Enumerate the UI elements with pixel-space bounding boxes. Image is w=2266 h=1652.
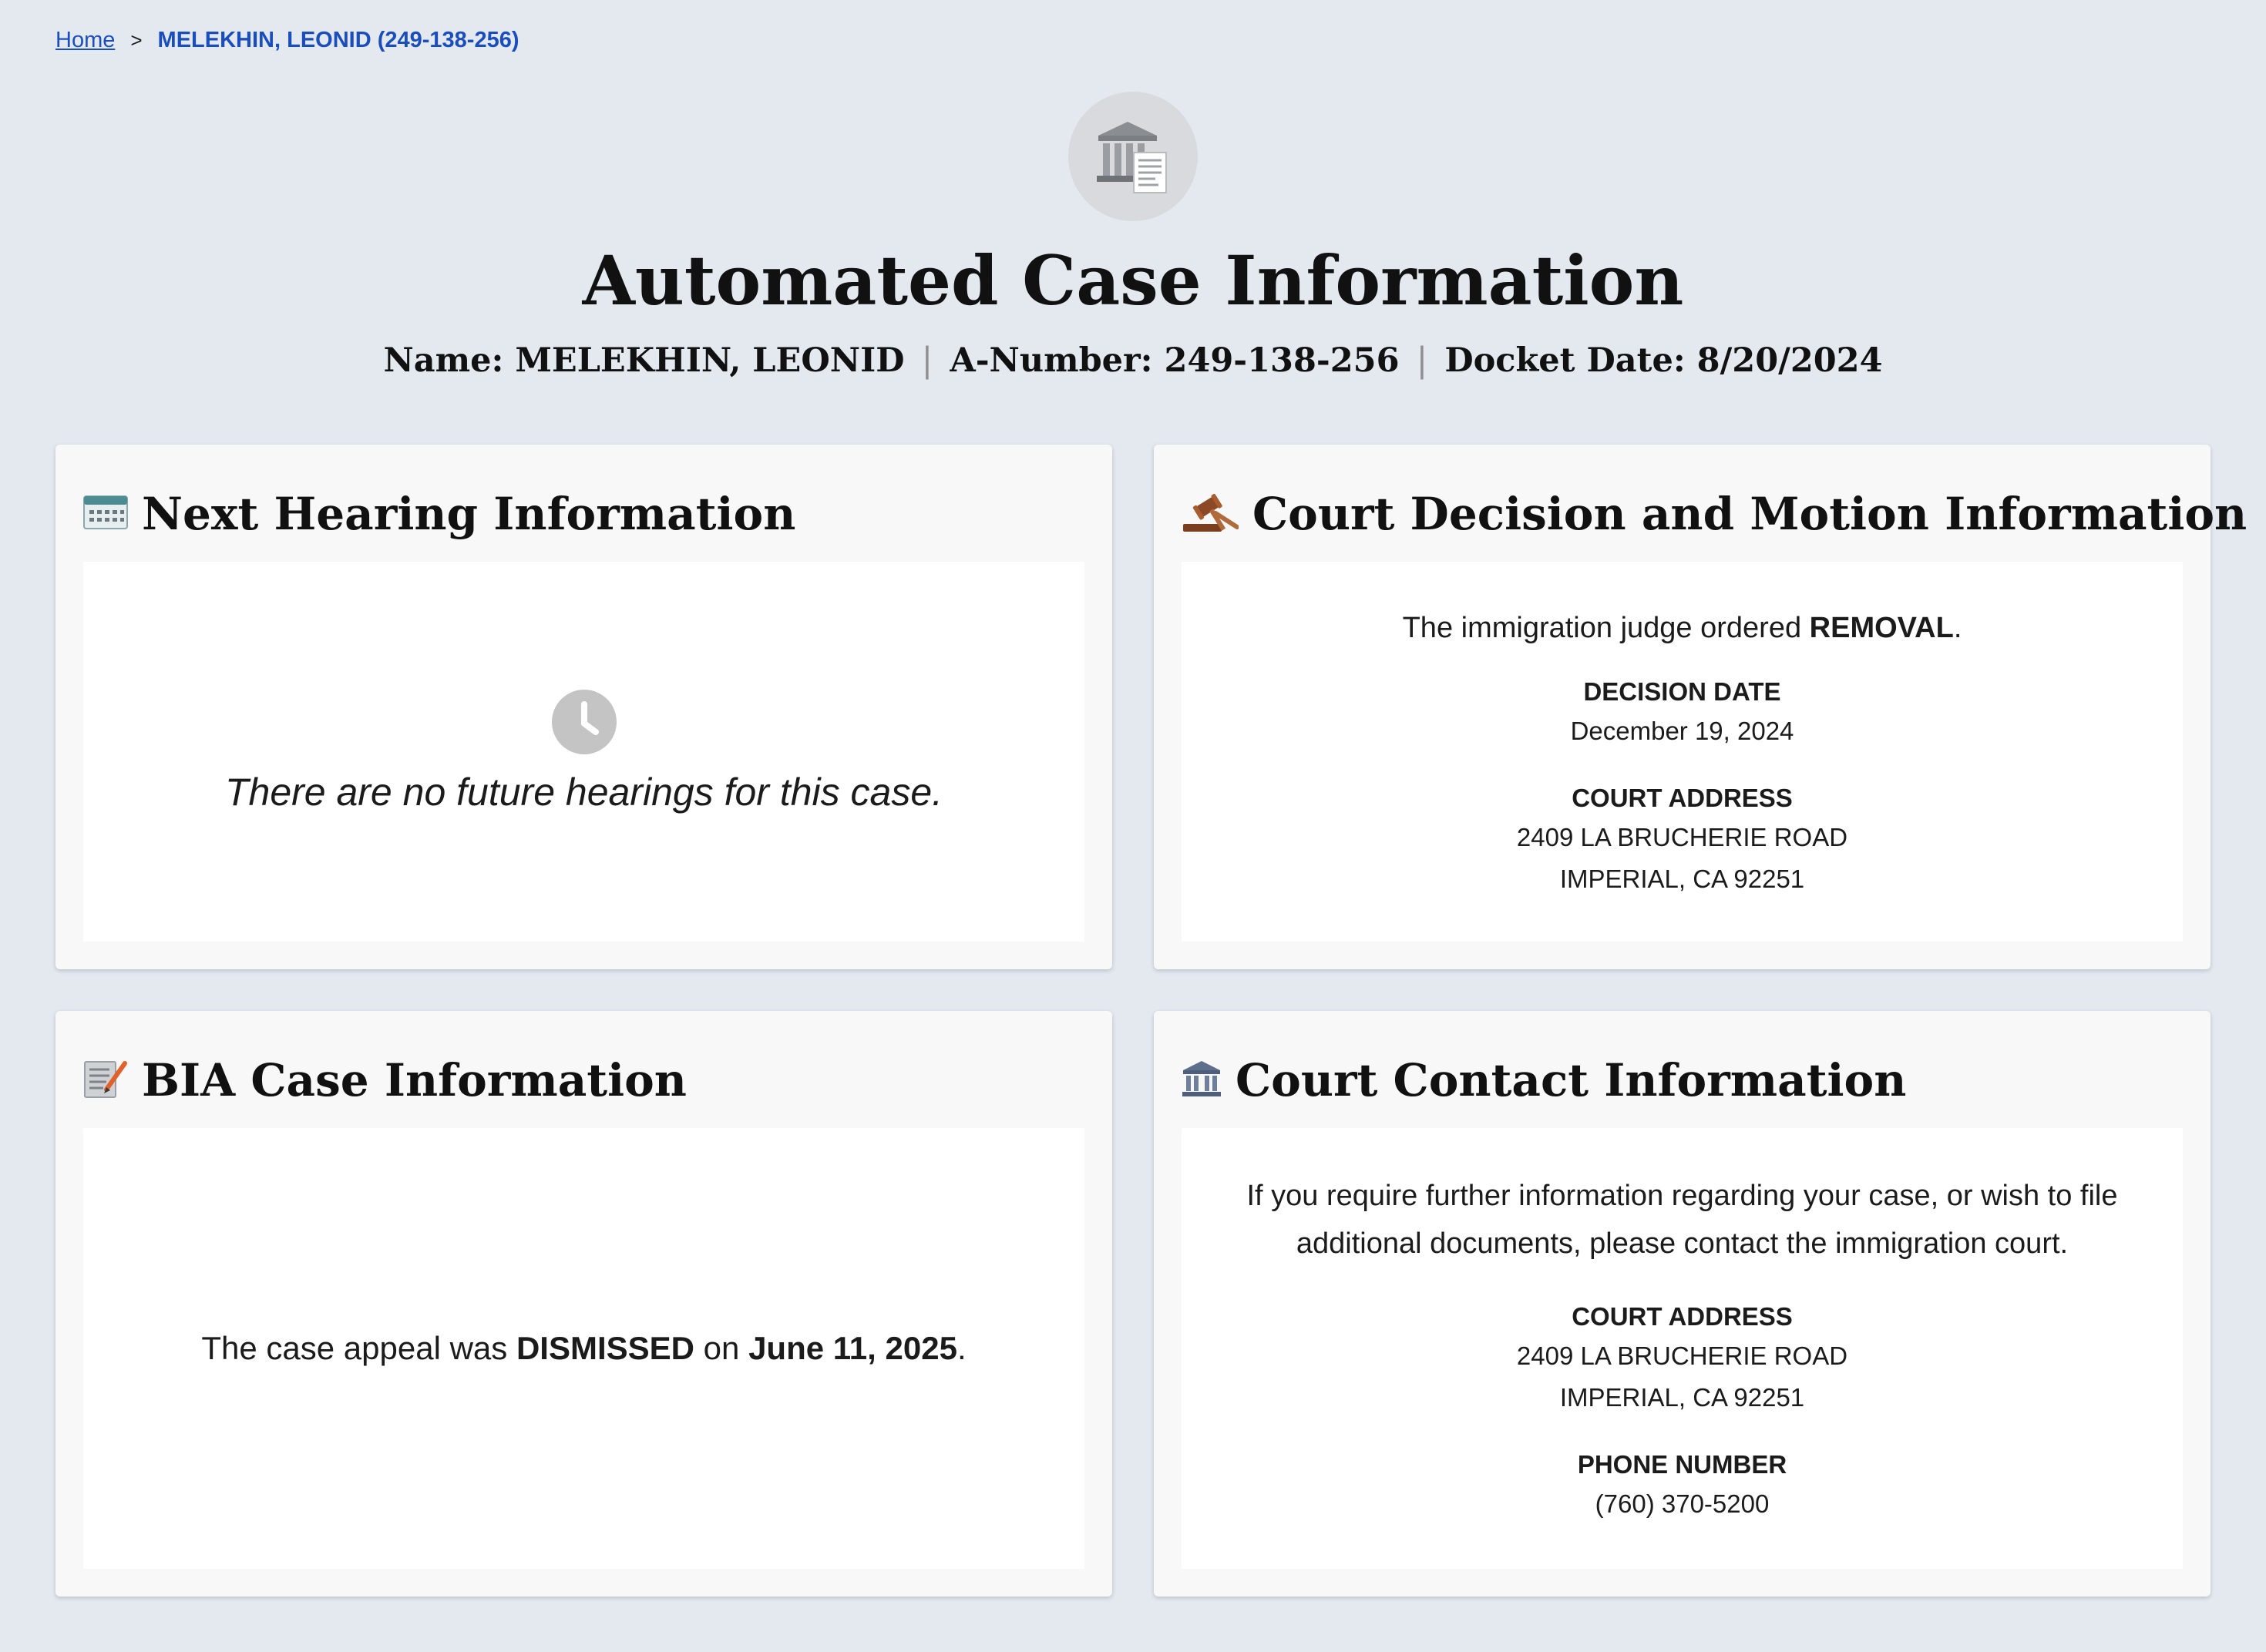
no-hearings-message: There are no future hearings for this case. [224,771,943,814]
memo-icon [83,1059,128,1103]
court-address-line1: 2409 LA BRUCHERIE ROAD [1516,822,1848,851]
court-decision-card [1154,445,2248,969]
decision-outcome: REMOVAL [1809,611,1954,644]
court-address-line2: IMPERIAL, CA 92251 [1559,1383,1805,1412]
court-contact-card [1154,1011,2211,1597]
page-title: Automated Case Information [582,240,1684,321]
case-docket-date: Docket Date: 8/20/2024 [1444,341,1883,380]
court-address-line1: 2409 LA BRUCHERIE ROAD [1516,1341,1848,1370]
case-summary [0,341,2266,380]
next-hearing-card [55,445,1112,969]
court-decision-title: Court Decision and Motion Information [1252,488,2248,540]
breadcrumb-separator: > [130,29,143,52]
appeal-date: June 11, 2025 [748,1330,957,1366]
meta-separator: | [1416,341,1428,380]
case-name: Name: MELEKHIN, LEONID [383,341,905,380]
breadcrumb-home-link[interactable]: Home [55,28,116,52]
bia-case-title: BIA Case Information [142,1054,687,1106]
breadcrumb-current: MELEKHIN, LEONID (249-138-256) [157,28,519,52]
court-decision-body [1182,562,2183,942]
court-address-line2: IMPERIAL, CA 92251 [1559,864,1805,893]
gavel-icon [1182,492,1239,537]
courthouse-document-icon [1068,92,1198,221]
calendar-icon [83,495,128,534]
court-address-label: COURT ADDRESS [1572,783,1793,812]
breadcrumb [55,28,519,53]
court-address-label: COURT ADDRESS [1572,1302,1793,1331]
appeal-statement: The case appeal was DISMISSED on June 11, 2025. [201,1330,967,1366]
phone-number-value: (760) 370-5200 [1595,1489,1770,1518]
case-a-number: A-Number: 249-138-256 [950,341,1400,380]
decision-date-label: DECISION DATE [1583,677,1781,706]
meta-separator: | [921,341,933,380]
bia-case-card [55,1011,1112,1597]
court-contact-title: Court Contact Information [1236,1054,1907,1106]
appeal-status: DISMISSED [516,1330,694,1366]
phone-number-label: PHONE NUMBER [1577,1450,1787,1479]
court-contact-body [1182,1128,2183,1569]
contact-message: If you require further information regarding your case, or wish to file additional documents, please contact the immigration court. [1246,1180,2118,1260]
clock-icon [551,689,617,759]
next-hearing-title: Next Hearing Information [142,488,796,540]
bia-case-body [83,1128,1084,1569]
decision-date-value: December 19, 2024 [1570,716,1794,745]
next-hearing-body [83,562,1084,942]
decision-statement: The immigration judge ordered REMOVAL. [1402,611,1962,644]
classical-building-icon [1182,1059,1222,1102]
